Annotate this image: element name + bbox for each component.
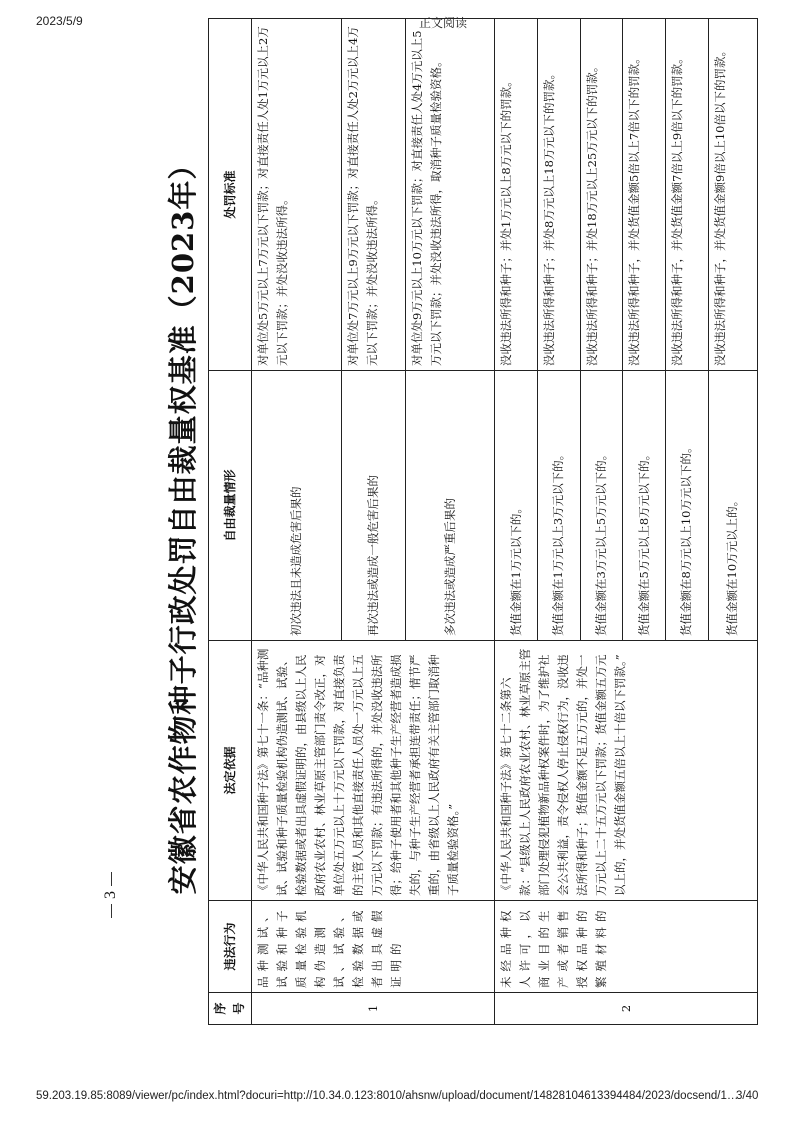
rotated-document-page [158,19,758,1025]
situation-cell: 多次违法或造成严重后果的 [405,371,495,641]
print-date: 2023/5/9 [36,14,83,28]
table-row [495,19,538,1025]
table-row [252,19,342,1025]
legal-basis-cell: 《中华人民共和国种子法》第七十二条第六款：“县级以上人民政府农业农村、林业草原主管部门处理侵犯植物新品种权案件时，为了维护社会公共利益，责令侵权人停止侵权行为，没收违法所得和种子；货值金额不足五万元的，并处一万元以上二十五万元以下罚款；货值金额五万元以上的，并处货值金额五倍以上十倍以下罚款。” [495,641,758,901]
penalty-cell: 没收违法所得和种子；并处8万元以上18万元以下的罚款。 [538,19,581,371]
header-situation: 自由裁量情形 [209,371,252,641]
header-basis: 法定依据 [209,641,252,901]
situation-cell: 货值金额在8万元以上10万元以下的。 [666,371,709,641]
header-seq: 序号 [209,993,252,1025]
penalty-cell: 对单位处7万元以上9万元以下罚款；对直接责任人处2万元以上4万元以下罚款；并处没收违法所得。 [341,19,405,371]
situation-cell: 货值金额在1万元以下的。 [495,371,538,641]
situation-cell: 货值金额在3万元以上5万元以下的。 [580,371,623,641]
violation-cell: 未经品种权人许可，以商业目的生产或者销售授权品种的繁殖材料的 [495,901,758,993]
penalty-standards-table [208,18,758,1025]
row-seq: 1 [252,993,495,1025]
document-url: 59.203.19.85:8089/viewer/pc/index.html?docuri=http://10.34.0.123:8010/ahsnw/upload/document/14828104613394484/2023/docsend/1… [36,1090,739,1102]
penalty-cell: 没收违法所得和种子，并处货值金额9倍以上10倍以下的罚款。 [708,19,757,371]
penalty-cell: 没收违法所得和种子，并处货值金额7倍以上9倍以下的罚款。 [666,19,709,371]
penalty-cell: 没收违法所得和种子；并处1万元以上8万元以下的罚款。 [495,19,538,371]
legal-basis-cell: 《中华人民共和国种子法》第七十一条：“品种测试、试验和种子质量检验机构伪造测试、试验、检验数据或者出具虚假证明的，由县级以上人民政府农业农村、林业草原主管部门责令改正，对单位处五万元以上十万元以下罚款，对直接负责的主管人员和其他直接责任人员处一万元以上五万元以下罚款；有违法所得的，并处没收违法所得；给种子使用者和其他种子生产经营者造成损失的，与种子生产经营者承担连带责任；情节严重的，由省级以上人民政府有关主管部门取消种子质量检验资格。” [252,641,495,901]
penalty-cell: 没收违法所得和种子，并处货值金额5倍以上7倍以下的罚款。 [623,19,666,371]
document-title: 安徽省农作物种子行政处罚自由裁量权基准（2023年） [166,149,200,895]
page-number [97,872,125,918]
penalty-cell: 对单位处5万元以上7万元以下罚款；对直接责任人处1万元以上2万元以下罚款；并处没收违法所得。 [252,19,342,371]
page-header-title: 正文阅读 [419,16,468,30]
header-act: 违法行为 [209,901,252,993]
penalty-cell: 对单位处9万元以上10万元以下罚款；对直接责任人处4万元以上5万元以下罚款；并处没收违法所得，取消种子质量检验资格。 [405,19,495,371]
page-indicator: 3/40 [736,1090,759,1102]
situation-cell: 货值金额在1万元以上3万元以下的。 [538,371,581,641]
situation-cell: 初次违法且未造成危害后果的 [252,371,342,641]
page-number-text: 3 [102,891,119,899]
table-header-row [209,19,252,1025]
header-penalty: 处罚标准 [209,19,252,371]
situation-cell: 货值金额在10万元以上的。 [708,371,757,641]
situation-cell: 再次违法或造成一般危害后果的 [341,371,405,641]
penalty-cell: 没收违法所得和种子；并处18万元以上25万元以下的罚款。 [580,19,623,371]
situation-cell: 货值金额在5万元以上8万元以下的。 [623,371,666,641]
row-seq: 2 [495,993,758,1025]
violation-cell: 品种测试、试验和种子质量检验机构伪造测试、试验、检验数据或者出具虚假证明的 [252,901,495,993]
